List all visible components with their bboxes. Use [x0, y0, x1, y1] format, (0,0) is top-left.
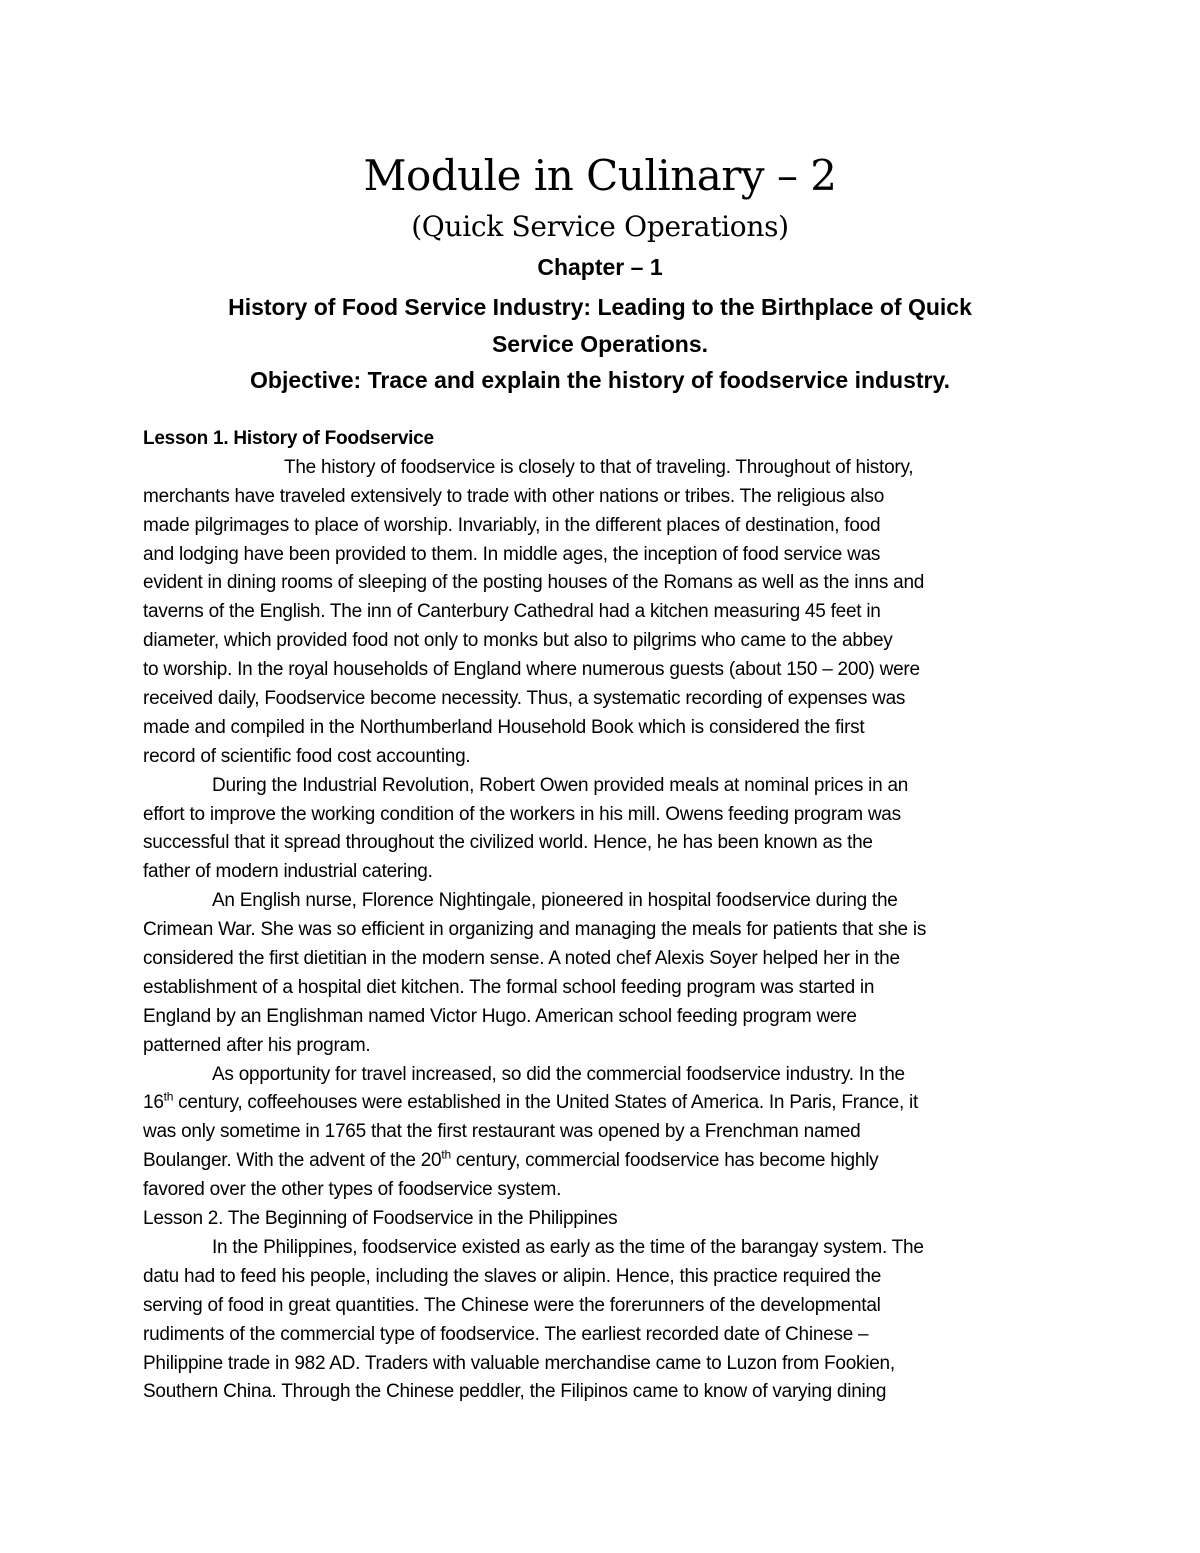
- text-line: considered the first dietitian in the modern sense. A noted chef Alexis Soyer helped her in the: [143, 948, 900, 970]
- lesson-1-paragraph-3: [143, 887, 1063, 1060]
- text-line: Southern China. Through the Chinese peddler, the Filipinos came to know of varying dining: [143, 1381, 887, 1403]
- text-fragment: Boulanger. With the advent of the 20: [143, 1150, 442, 1172]
- text-line: England by an Englishman named Victor Hugo. American school feeding program were: [143, 1005, 857, 1027]
- text-line: to worship. In the royal households of England where numerous guests (about 150 – 200) were: [143, 659, 920, 681]
- text-fragment: century, commercial foodservice has become highly: [450, 1150, 879, 1172]
- text-line: As opportunity for travel increased, so did the commercial foodservice industry. In the: [212, 1063, 905, 1085]
- text-line: was only sometime in 1765 that the first restaurant was opened by a Frenchman named: [143, 1121, 861, 1143]
- text-line: received daily, Foodservice become necessity. Thus, a systematic recording of expenses was: [143, 688, 906, 710]
- chapter-title-line: History of Food Service Industry: Leading to the Birthplace of Quick: [228, 294, 972, 320]
- lesson-1-paragraph-2: [143, 772, 1063, 888]
- text-line: taverns of the English. The inn of Canterbury Cathedral had a kitchen measuring 45 feet in: [143, 601, 881, 623]
- lesson-2-paragraph-1: [143, 1234, 1063, 1407]
- text-line: datu had to feed his people, including the slaves or alipin. Hence, this practice required the: [143, 1265, 882, 1287]
- text-line: During the Industrial Revolution, Robert Owen provided meals at nominal prices in an: [212, 774, 909, 796]
- chapter-label: Chapter – 1: [537, 254, 663, 280]
- text-line: diameter, which provided food not only to monks but also to pilgrims who came to the abbey: [143, 630, 893, 652]
- superscript: th: [163, 1090, 174, 1105]
- lesson-1-heading: Lesson 1. History of Foodservice: [143, 428, 434, 449]
- text-line: made and compiled in the Northumberland Household Book which is considered the first: [143, 716, 865, 738]
- text-line: and lodging have been provided to them. In middle ages, the inception of food service was: [143, 543, 881, 565]
- text-line: [143, 1147, 1063, 1176]
- lesson-1-paragraph-4: [143, 1061, 1063, 1205]
- text-line: evident in dining rooms of sleeping of the posting houses of the Romans as well as the inns and: [143, 572, 925, 594]
- objective: Objective: Trace and explain the history of foodservice industry.: [250, 367, 950, 393]
- text-line: patterned after his program.: [143, 1034, 371, 1056]
- text-line: record of scientific food cost accounting.: [143, 745, 471, 767]
- text-fragment: 16: [143, 1092, 164, 1114]
- lesson-1-paragraph-1: [143, 454, 1063, 772]
- text-line: Philippine trade in 982 AD. Traders with valuable merchandise came to Luzon from Fookien,: [143, 1352, 895, 1374]
- text-line: effort to improve the working condition of the workers in his mill. Owens feeding program was: [143, 803, 901, 825]
- text-line: successful that it spread throughout the civilized world. Hence, he has been known as the: [143, 832, 873, 854]
- chapter-title-line: Service Operations.: [491, 331, 709, 357]
- text-fragment: century, coffeehouses were established in the United States of America. In Paris, France, it: [173, 1092, 919, 1114]
- text-line: establishment of a hospital diet kitchen. The formal school feeding program was started in: [143, 976, 875, 998]
- text-line: The history of foodservice is closely to that of traveling. Throughout of history,: [284, 456, 914, 478]
- body-text: [143, 425, 1063, 1407]
- text-line: merchants have traveled extensively to trade with other nations or tribes. The religious also: [143, 485, 885, 507]
- lesson-2-heading: Lesson 2. The Beginning of Foodservice in the Philippines: [143, 1208, 618, 1230]
- text-line: rudiments of the commercial type of foodservice. The earliest recorded date of Chinese –: [143, 1323, 869, 1345]
- text-line: Crimean War. She was so efficient in organizing and managing the meals for patients that she is: [143, 919, 927, 941]
- text-line: An English nurse, Florence Nightingale, pioneered in hospital foodservice during the: [212, 890, 898, 912]
- chapter-title: [0, 289, 1200, 363]
- text-line: made pilgrimages to place of worship. Invariably, in the different places of destination, food: [143, 514, 881, 536]
- text-line: serving of food in great quantities. The Chinese were the forerunners of the developmental: [143, 1294, 881, 1316]
- text-line: [143, 1089, 1063, 1118]
- module-subtitle: (Quick Service Operations): [411, 210, 789, 243]
- module-title: Module in Culinary – 2: [363, 151, 837, 200]
- text-line: favored over the other types of foodservice system.: [143, 1179, 562, 1201]
- text-line: father of modern industrial catering.: [143, 861, 433, 883]
- text-line: In the Philippines, foodservice existed as early as the time of the barangay system. The: [212, 1236, 924, 1258]
- superscript: th: [441, 1147, 451, 1162]
